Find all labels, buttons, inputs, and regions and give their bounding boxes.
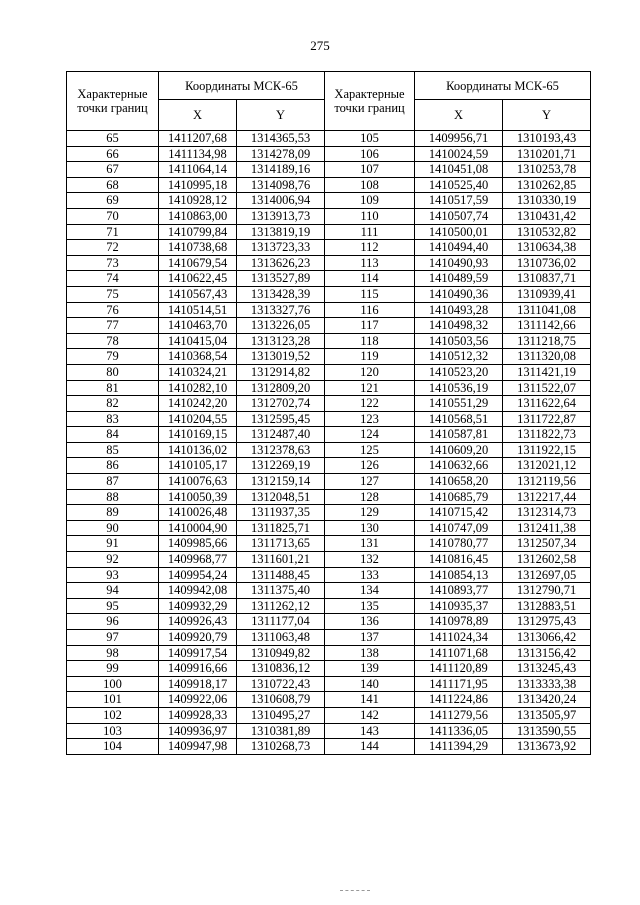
right-x-value: 1410658,20 (415, 474, 503, 490)
left-x-value: 1409954,24 (159, 567, 237, 583)
right-y-value: 1313673,92 (503, 739, 591, 755)
right-point-number: 127 (325, 474, 415, 490)
left-x-value: 1409936,97 (159, 723, 237, 739)
left-x-value: 1410076,63 (159, 474, 237, 490)
right-x-value: 1410451,08 (415, 162, 503, 178)
left-x-value: 1409916,66 (159, 661, 237, 677)
left-point-number: 68 (67, 177, 159, 193)
coordinates-table-body (67, 131, 591, 755)
right-x-value: 1410512,32 (415, 349, 503, 365)
right-point-number: 123 (325, 411, 415, 427)
left-x-value: 1411207,68 (159, 131, 237, 147)
right-x-value: 1411279,56 (415, 707, 503, 723)
table-row (67, 661, 591, 677)
left-point-number: 79 (67, 349, 159, 365)
right-x-value: 1410489,59 (415, 271, 503, 287)
table-row (67, 177, 591, 193)
right-y-value: 1312697,05 (503, 567, 591, 583)
right-y-value: 1310201,71 (503, 146, 591, 162)
right-y-value: 1310193,43 (503, 131, 591, 147)
right-y-value: 1311421,19 (503, 364, 591, 380)
left-y-value: 1311601,21 (237, 552, 325, 568)
left-point-number: 69 (67, 193, 159, 209)
left-x-value: 1411064,14 (159, 162, 237, 178)
left-point-number: 81 (67, 380, 159, 396)
left-point-number: 67 (67, 162, 159, 178)
left-point-number: 78 (67, 333, 159, 349)
right-point-number: 141 (325, 692, 415, 708)
table-row (67, 396, 591, 412)
left-x-value: 1410738,68 (159, 240, 237, 256)
right-point-number: 140 (325, 676, 415, 692)
right-x-value: 1410503,56 (415, 333, 503, 349)
right-y-value: 1311218,75 (503, 333, 591, 349)
header-coords-right: Координаты МСК-65 (415, 72, 591, 100)
left-x-value: 1409968,77 (159, 552, 237, 568)
right-y-value: 1313590,55 (503, 723, 591, 739)
table-row (67, 707, 591, 723)
left-y-value: 1310949,82 (237, 645, 325, 661)
left-x-value: 1409932,29 (159, 598, 237, 614)
right-y-value: 1311722,87 (503, 411, 591, 427)
table-row (67, 193, 591, 209)
right-point-number: 128 (325, 489, 415, 505)
table-row (67, 255, 591, 271)
left-y-value: 1314006,94 (237, 193, 325, 209)
right-y-value: 1312883,51 (503, 598, 591, 614)
right-point-number: 122 (325, 396, 415, 412)
right-y-value: 1310262,85 (503, 177, 591, 193)
right-y-value: 1310431,42 (503, 208, 591, 224)
table-row (67, 474, 591, 490)
left-y-value: 1313123,28 (237, 333, 325, 349)
right-y-value: 1310532,82 (503, 224, 591, 240)
right-x-value: 1410523,20 (415, 364, 503, 380)
table-row (67, 411, 591, 427)
left-point-number: 95 (67, 598, 159, 614)
right-point-number: 113 (325, 255, 415, 271)
left-x-value: 1409942,08 (159, 583, 237, 599)
left-point-number: 103 (67, 723, 159, 739)
right-x-value: 1410632,66 (415, 458, 503, 474)
header-x-left: X (159, 100, 237, 131)
left-y-value: 1313626,23 (237, 255, 325, 271)
table-row (67, 645, 591, 661)
right-point-number: 124 (325, 427, 415, 443)
left-y-value: 1314278,09 (237, 146, 325, 162)
left-y-value: 1311375,40 (237, 583, 325, 599)
table-row (67, 520, 591, 536)
left-x-value: 1410928,12 (159, 193, 237, 209)
right-point-number: 115 (325, 286, 415, 302)
left-x-value: 1409920,79 (159, 630, 237, 646)
table-row (67, 723, 591, 739)
table-row (67, 630, 591, 646)
right-y-value: 1310634,38 (503, 240, 591, 256)
table-row (67, 598, 591, 614)
left-x-value: 1410004,90 (159, 520, 237, 536)
table-row (67, 676, 591, 692)
left-y-value: 1311262,12 (237, 598, 325, 614)
table-row (67, 131, 591, 147)
left-x-value: 1410282,10 (159, 380, 237, 396)
right-point-number: 144 (325, 739, 415, 755)
right-point-number: 110 (325, 208, 415, 224)
table-row (67, 364, 591, 380)
left-y-value: 1311825,71 (237, 520, 325, 536)
right-x-value: 1410854,13 (415, 567, 503, 583)
left-x-value: 1410169,15 (159, 427, 237, 443)
left-x-value: 1410136,02 (159, 442, 237, 458)
left-y-value: 1310495,27 (237, 707, 325, 723)
left-x-value: 1410204,55 (159, 411, 237, 427)
left-x-value: 1409985,66 (159, 536, 237, 552)
coordinates-table (66, 71, 591, 755)
left-y-value: 1313428,39 (237, 286, 325, 302)
right-y-value: 1313245,43 (503, 661, 591, 677)
table-row (67, 442, 591, 458)
left-y-value: 1311488,45 (237, 567, 325, 583)
table-row (67, 162, 591, 178)
left-y-value: 1313226,05 (237, 318, 325, 334)
right-point-number: 116 (325, 302, 415, 318)
right-y-value: 1313333,38 (503, 676, 591, 692)
left-y-value: 1312048,51 (237, 489, 325, 505)
table-row (67, 567, 591, 583)
right-y-value: 1311522,07 (503, 380, 591, 396)
right-point-number: 121 (325, 380, 415, 396)
left-x-value: 1409918,17 (159, 676, 237, 692)
right-y-value: 1310736,02 (503, 255, 591, 271)
header-coords-left: Координаты МСК-65 (159, 72, 325, 100)
right-y-value: 1311822,73 (503, 427, 591, 443)
right-point-number: 114 (325, 271, 415, 287)
right-y-value: 1312975,43 (503, 614, 591, 630)
left-point-number: 66 (67, 146, 159, 162)
left-y-value: 1313327,76 (237, 302, 325, 318)
left-x-value: 1409926,43 (159, 614, 237, 630)
left-point-number: 89 (67, 505, 159, 521)
right-y-value: 1313156,42 (503, 645, 591, 661)
right-y-value: 1312602,58 (503, 552, 591, 568)
right-x-value: 1411224,86 (415, 692, 503, 708)
right-x-value: 1411336,05 (415, 723, 503, 739)
right-point-number: 135 (325, 598, 415, 614)
left-x-value: 1410368,54 (159, 349, 237, 365)
right-point-number: 134 (325, 583, 415, 599)
left-point-number: 82 (67, 396, 159, 412)
right-y-value: 1313066,42 (503, 630, 591, 646)
left-point-number: 92 (67, 552, 159, 568)
left-x-value: 1410026,48 (159, 505, 237, 521)
left-point-number: 98 (67, 645, 159, 661)
right-x-value: 1410715,42 (415, 505, 503, 521)
left-y-value: 1312378,63 (237, 442, 325, 458)
left-x-value: 1410863,00 (159, 208, 237, 224)
right-point-number: 120 (325, 364, 415, 380)
right-x-value: 1410490,36 (415, 286, 503, 302)
right-x-value: 1411071,68 (415, 645, 503, 661)
left-point-number: 72 (67, 240, 159, 256)
left-point-number: 99 (67, 661, 159, 677)
left-x-value: 1410242,20 (159, 396, 237, 412)
table-row (67, 614, 591, 630)
right-x-value: 1410500,01 (415, 224, 503, 240)
table-row (67, 146, 591, 162)
right-x-value: 1409956,71 (415, 131, 503, 147)
right-y-value: 1311320,08 (503, 349, 591, 365)
table-row (67, 583, 591, 599)
left-x-value: 1409917,54 (159, 645, 237, 661)
left-y-value: 1311177,04 (237, 614, 325, 630)
right-point-number: 112 (325, 240, 415, 256)
right-point-number: 143 (325, 723, 415, 739)
header-points-left: Характерные точки границ (67, 72, 159, 131)
left-x-value: 1410995,18 (159, 177, 237, 193)
right-x-value: 1410551,29 (415, 396, 503, 412)
right-x-value: 1411024,34 (415, 630, 503, 646)
left-y-value: 1312702,74 (237, 396, 325, 412)
right-x-value: 1410780,77 (415, 536, 503, 552)
right-y-value: 1312217,44 (503, 489, 591, 505)
left-y-value: 1312809,20 (237, 380, 325, 396)
table-row (67, 489, 591, 505)
right-point-number: 129 (325, 505, 415, 521)
right-point-number: 105 (325, 131, 415, 147)
right-x-value: 1410587,81 (415, 427, 503, 443)
right-x-value: 1410568,51 (415, 411, 503, 427)
header-x-right: X (415, 100, 503, 131)
table-row (67, 271, 591, 287)
right-point-number: 118 (325, 333, 415, 349)
table-row (67, 552, 591, 568)
right-y-value: 1311041,08 (503, 302, 591, 318)
left-y-value: 1311713,65 (237, 536, 325, 552)
right-y-value: 1311922,15 (503, 442, 591, 458)
left-point-number: 84 (67, 427, 159, 443)
right-point-number: 137 (325, 630, 415, 646)
right-y-value: 1313505,97 (503, 707, 591, 723)
left-y-value: 1313913,73 (237, 208, 325, 224)
table-row (67, 240, 591, 256)
left-y-value: 1310268,73 (237, 739, 325, 755)
left-x-value: 1410799,84 (159, 224, 237, 240)
right-y-value: 1311142,66 (503, 318, 591, 334)
table-row (67, 349, 591, 365)
left-y-value: 1312595,45 (237, 411, 325, 427)
table-row (67, 692, 591, 708)
right-point-number: 119 (325, 349, 415, 365)
right-point-number: 117 (325, 318, 415, 334)
left-point-number: 86 (67, 458, 159, 474)
table-row (67, 427, 591, 443)
right-x-value: 1411120,89 (415, 661, 503, 677)
left-point-number: 94 (67, 583, 159, 599)
left-y-value: 1311063,48 (237, 630, 325, 646)
right-y-value: 1312790,71 (503, 583, 591, 599)
left-x-value: 1410514,51 (159, 302, 237, 318)
left-y-value: 1312159,14 (237, 474, 325, 490)
left-point-number: 100 (67, 676, 159, 692)
left-y-value: 1313819,19 (237, 224, 325, 240)
right-x-value: 1410494,40 (415, 240, 503, 256)
left-x-value: 1411134,98 (159, 146, 237, 162)
table-row (67, 224, 591, 240)
left-y-value: 1313723,33 (237, 240, 325, 256)
left-y-value: 1314189,16 (237, 162, 325, 178)
table-row (67, 333, 591, 349)
table-row (67, 380, 591, 396)
left-x-value: 1410050,39 (159, 489, 237, 505)
right-point-number: 138 (325, 645, 415, 661)
right-x-value: 1410609,20 (415, 442, 503, 458)
right-y-value: 1310330,19 (503, 193, 591, 209)
right-y-value: 1310253,78 (503, 162, 591, 178)
right-y-value: 1312411,38 (503, 520, 591, 536)
left-point-number: 88 (67, 489, 159, 505)
left-point-number: 104 (67, 739, 159, 755)
right-x-value: 1410536,19 (415, 380, 503, 396)
left-point-number: 74 (67, 271, 159, 287)
right-x-value: 1410490,93 (415, 255, 503, 271)
left-x-value: 1410679,54 (159, 255, 237, 271)
right-x-value: 1411394,29 (415, 739, 503, 755)
right-y-value: 1312507,34 (503, 536, 591, 552)
left-point-number: 77 (67, 318, 159, 334)
right-y-value: 1312119,56 (503, 474, 591, 490)
left-y-value: 1314098,76 (237, 177, 325, 193)
left-y-value: 1313527,89 (237, 271, 325, 287)
right-x-value: 1410935,37 (415, 598, 503, 614)
left-x-value: 1410415,04 (159, 333, 237, 349)
left-point-number: 76 (67, 302, 159, 318)
left-x-value: 1410105,17 (159, 458, 237, 474)
right-point-number: 133 (325, 567, 415, 583)
header-y-right: Y (503, 100, 591, 131)
right-x-value: 1411171,95 (415, 676, 503, 692)
right-point-number: 136 (325, 614, 415, 630)
left-point-number: 71 (67, 224, 159, 240)
left-point-number: 97 (67, 630, 159, 646)
right-point-number: 130 (325, 520, 415, 536)
table-row (67, 208, 591, 224)
left-x-value: 1409947,98 (159, 739, 237, 755)
left-y-value: 1310836,12 (237, 661, 325, 677)
left-point-number: 93 (67, 567, 159, 583)
right-point-number: 106 (325, 146, 415, 162)
left-point-number: 65 (67, 131, 159, 147)
left-point-number: 73 (67, 255, 159, 271)
left-y-value: 1310381,89 (237, 723, 325, 739)
right-point-number: 107 (325, 162, 415, 178)
page-number: 275 (310, 38, 330, 53)
left-x-value: 1409928,33 (159, 707, 237, 723)
table-row (67, 286, 591, 302)
table-row (67, 505, 591, 521)
left-x-value: 1409922,06 (159, 692, 237, 708)
right-point-number: 111 (325, 224, 415, 240)
right-x-value: 1410517,59 (415, 193, 503, 209)
right-x-value: 1410498,32 (415, 318, 503, 334)
right-x-value: 1410493,28 (415, 302, 503, 318)
left-x-value: 1410463,70 (159, 318, 237, 334)
left-y-value: 1310608,79 (237, 692, 325, 708)
header-points-right: Характерные точки границ (325, 72, 415, 131)
right-y-value: 1313420,24 (503, 692, 591, 708)
right-y-value: 1312314,73 (503, 505, 591, 521)
left-point-number: 96 (67, 614, 159, 630)
footer-divider (340, 890, 370, 891)
right-x-value: 1410525,40 (415, 177, 503, 193)
left-point-number: 80 (67, 364, 159, 380)
right-point-number: 131 (325, 536, 415, 552)
left-y-value: 1310722,43 (237, 676, 325, 692)
left-y-value: 1314365,53 (237, 131, 325, 147)
right-y-value: 1311622,64 (503, 396, 591, 412)
right-point-number: 109 (325, 193, 415, 209)
left-x-value: 1410622,45 (159, 271, 237, 287)
right-point-number: 126 (325, 458, 415, 474)
right-x-value: 1410816,45 (415, 552, 503, 568)
left-point-number: 90 (67, 520, 159, 536)
left-y-value: 1311937,35 (237, 505, 325, 521)
right-point-number: 108 (325, 177, 415, 193)
left-point-number: 75 (67, 286, 159, 302)
right-x-value: 1410507,74 (415, 208, 503, 224)
right-x-value: 1410747,09 (415, 520, 503, 536)
right-y-value: 1310837,71 (503, 271, 591, 287)
left-y-value: 1312269,19 (237, 458, 325, 474)
table-row (67, 458, 591, 474)
table-row (67, 739, 591, 755)
left-point-number: 85 (67, 442, 159, 458)
right-point-number: 142 (325, 707, 415, 723)
right-x-value: 1410978,89 (415, 614, 503, 630)
left-x-value: 1410324,21 (159, 364, 237, 380)
right-x-value: 1410893,77 (415, 583, 503, 599)
table-row (67, 302, 591, 318)
left-point-number: 91 (67, 536, 159, 552)
left-point-number: 70 (67, 208, 159, 224)
table-row (67, 536, 591, 552)
right-x-value: 1410685,79 (415, 489, 503, 505)
table-row (67, 318, 591, 334)
left-point-number: 102 (67, 707, 159, 723)
right-y-value: 1312021,12 (503, 458, 591, 474)
left-y-value: 1313019,52 (237, 349, 325, 365)
left-y-value: 1312914,82 (237, 364, 325, 380)
left-x-value: 1410567,43 (159, 286, 237, 302)
right-point-number: 139 (325, 661, 415, 677)
header-y-left: Y (237, 100, 325, 131)
left-y-value: 1312487,40 (237, 427, 325, 443)
right-x-value: 1410024,59 (415, 146, 503, 162)
right-point-number: 125 (325, 442, 415, 458)
left-point-number: 83 (67, 411, 159, 427)
right-point-number: 132 (325, 552, 415, 568)
right-y-value: 1310939,41 (503, 286, 591, 302)
left-point-number: 101 (67, 692, 159, 708)
left-point-number: 87 (67, 474, 159, 490)
